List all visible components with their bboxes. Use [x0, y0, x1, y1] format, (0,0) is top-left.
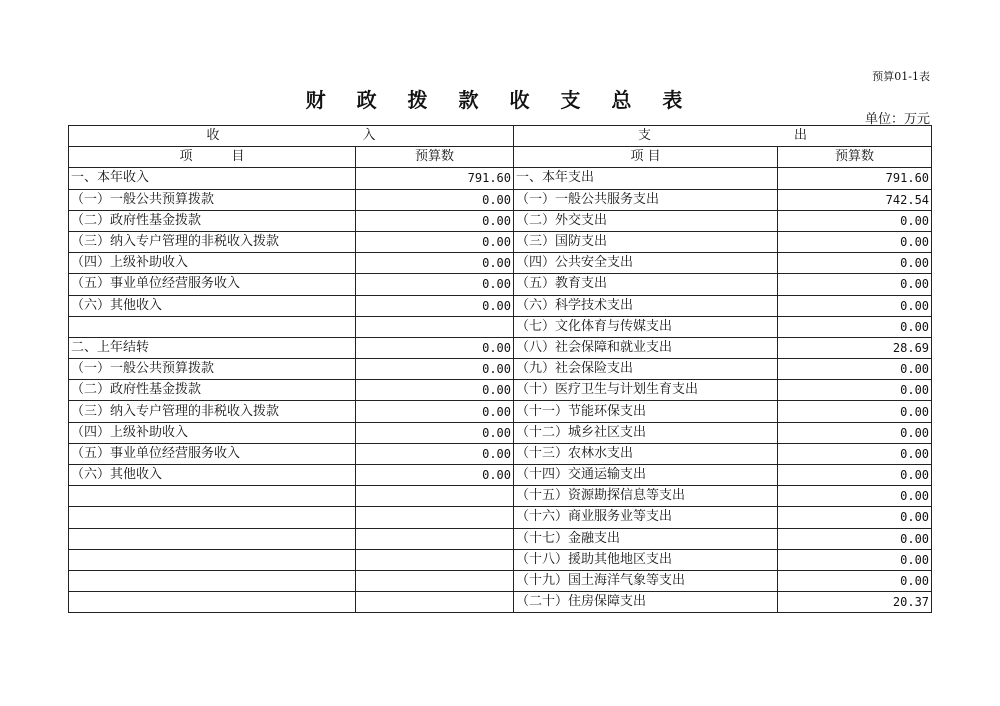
income-item-cell: 二、上年结转 — [69, 337, 356, 358]
expense-amount-cell: 791.60 — [778, 168, 932, 189]
income-amount-cell — [356, 316, 514, 337]
expense-item-cell: 一、本年支出 — [514, 168, 778, 189]
expense-section-header: 支 出 — [514, 126, 932, 147]
expense-item-cell: （二）外交支出 — [514, 210, 778, 231]
income-item-cell — [69, 528, 356, 549]
income-item-cell: （三）纳入专户管理的非税收入拨款 — [69, 231, 356, 252]
income-section-header: 收 入 — [69, 126, 514, 147]
income-item-cell — [69, 507, 356, 528]
table-row — [69, 168, 932, 189]
unit-label: 单位：万元 — [864, 112, 930, 127]
expense-amount-cell: 0.00 — [778, 295, 932, 316]
income-amount-cell — [356, 549, 514, 570]
income-item-cell: （四）上级补助收入 — [69, 253, 356, 274]
expense-item-header: 项 目 — [514, 147, 778, 168]
income-item-cell: （一）一般公共预算拨款 — [69, 359, 356, 380]
expense-item-cell: （六）科学技术支出 — [514, 295, 778, 316]
income-amount-cell: 0.00 — [356, 210, 514, 231]
income-amount-cell: 0.00 — [356, 274, 514, 295]
expense-amount-cell: 28.69 — [778, 337, 932, 358]
income-amount-cell: 0.00 — [356, 422, 514, 443]
income-item-cell: （二）政府性基金拨款 — [69, 380, 356, 401]
table-row — [69, 337, 932, 358]
table-row — [69, 401, 932, 422]
expense-amount-cell: 0.00 — [778, 465, 932, 486]
income-item-header: 项 目 — [69, 147, 356, 168]
expense-amount-cell: 0.00 — [778, 231, 932, 252]
income-item-cell: （四）上级补助收入 — [69, 422, 356, 443]
column-header-row — [69, 147, 932, 168]
expense-amount-cell: 0.00 — [778, 380, 932, 401]
expense-item-cell: （八）社会保障和就业支出 — [514, 337, 778, 358]
income-amount-cell: 0.00 — [356, 189, 514, 210]
income-item-cell: （五）事业单位经营服务收入 — [69, 443, 356, 464]
expense-item-cell: （二十）住房保障支出 — [514, 592, 778, 613]
expense-amount-cell: 0.00 — [778, 274, 932, 295]
table-row — [69, 486, 932, 507]
expense-item-cell: （十三）农林水支出 — [514, 443, 778, 464]
table-row — [69, 231, 932, 252]
table-row — [69, 295, 932, 316]
expense-item-cell: （十九）国土海洋气象等支出 — [514, 570, 778, 591]
expense-amount-cell: 0.00 — [778, 253, 932, 274]
income-item-cell: （六）其他收入 — [69, 295, 356, 316]
expense-item-cell: （七）文化体育与传媒支出 — [514, 316, 778, 337]
table-row — [69, 443, 932, 464]
expense-item-cell: （一）一般公共服务支出 — [514, 189, 778, 210]
income-item-cell — [69, 486, 356, 507]
income-amount-cell: 0.00 — [356, 401, 514, 422]
table-row — [69, 316, 932, 337]
expense-amount-header: 预算数 — [778, 147, 932, 168]
income-amount-cell: 0.00 — [356, 443, 514, 464]
table-row — [69, 592, 932, 613]
income-item-cell — [69, 549, 356, 570]
form-code: 预算01-1表 — [872, 70, 930, 83]
expense-amount-cell: 0.00 — [778, 316, 932, 337]
income-amount-cell — [356, 570, 514, 591]
expense-item-cell: （四）公共安全支出 — [514, 253, 778, 274]
income-amount-cell: 0.00 — [356, 380, 514, 401]
income-item-cell — [69, 570, 356, 591]
income-item-cell: （五）事业单位经营服务收入 — [69, 274, 356, 295]
budget-table — [68, 125, 932, 613]
income-amount-cell: 0.00 — [356, 337, 514, 358]
expense-amount-cell: 20.37 — [778, 592, 932, 613]
table-row — [69, 189, 932, 210]
expense-amount-cell: 0.00 — [778, 210, 932, 231]
expense-item-cell: （十四）交通运输支出 — [514, 465, 778, 486]
section-header-row — [69, 126, 932, 147]
table-row — [69, 422, 932, 443]
expense-item-cell: （三）国防支出 — [514, 231, 778, 252]
income-amount-cell: 0.00 — [356, 253, 514, 274]
table-row — [69, 507, 932, 528]
table-row — [69, 570, 932, 591]
income-amount-cell — [356, 528, 514, 549]
expense-amount-cell: 0.00 — [778, 549, 932, 570]
income-amount-cell: 0.00 — [356, 295, 514, 316]
income-item-cell: 一、本年收入 — [69, 168, 356, 189]
expense-amount-cell: 742.54 — [778, 189, 932, 210]
income-item-cell: （一）一般公共预算拨款 — [69, 189, 356, 210]
income-amount-header: 预算数 — [356, 147, 514, 168]
income-amount-cell — [356, 592, 514, 613]
income-amount-cell: 0.00 — [356, 465, 514, 486]
expense-item-cell: （五）教育支出 — [514, 274, 778, 295]
expense-item-cell: （十）医疗卫生与计划生育支出 — [514, 380, 778, 401]
table-row — [69, 380, 932, 401]
income-item-cell: （六）其他收入 — [69, 465, 356, 486]
income-amount-cell: 791.60 — [356, 168, 514, 189]
expense-amount-cell: 0.00 — [778, 422, 932, 443]
expense-amount-cell: 0.00 — [778, 507, 932, 528]
income-item-cell — [69, 316, 356, 337]
income-item-cell: （二）政府性基金拨款 — [69, 210, 356, 231]
table-row — [69, 549, 932, 570]
table-row — [69, 274, 932, 295]
expense-item-cell: （十七）金融支出 — [514, 528, 778, 549]
table-row — [69, 359, 932, 380]
expense-amount-cell: 0.00 — [778, 528, 932, 549]
income-amount-cell: 0.00 — [356, 359, 514, 380]
income-item-cell — [69, 592, 356, 613]
expense-amount-cell: 0.00 — [778, 359, 932, 380]
table-row — [69, 528, 932, 549]
expense-item-cell: （九）社会保险支出 — [514, 359, 778, 380]
expense-amount-cell: 0.00 — [778, 570, 932, 591]
expense-item-cell: （十八）援助其他地区支出 — [514, 549, 778, 570]
table-row — [69, 210, 932, 231]
expense-amount-cell: 0.00 — [778, 486, 932, 507]
expense-amount-cell: 0.00 — [778, 401, 932, 422]
expense-item-cell: （十五）资源勘探信息等支出 — [514, 486, 778, 507]
expense-item-cell: （十一）节能环保支出 — [514, 401, 778, 422]
table-row — [69, 253, 932, 274]
income-amount-cell — [356, 507, 514, 528]
page-title: 财 政 拨 款 收 支 总 表 — [305, 88, 695, 112]
income-amount-cell — [356, 486, 514, 507]
income-amount-cell: 0.00 — [356, 231, 514, 252]
expense-item-cell: （十六）商业服务业等支出 — [514, 507, 778, 528]
expense-item-cell: （十二）城乡社区支出 — [514, 422, 778, 443]
expense-amount-cell: 0.00 — [778, 443, 932, 464]
income-item-cell: （三）纳入专户管理的非税收入拨款 — [69, 401, 356, 422]
table-row — [69, 465, 932, 486]
